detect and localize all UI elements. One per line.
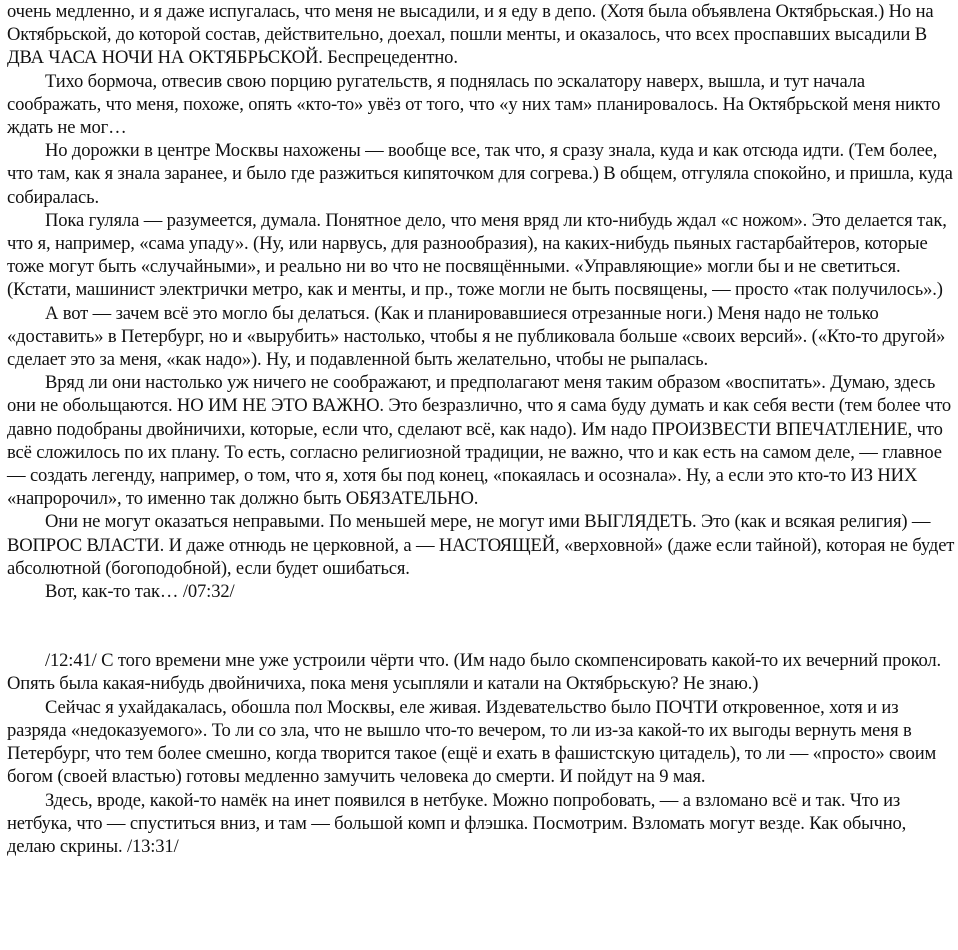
blank-line-separator xyxy=(7,603,957,649)
paragraph-timestamp-start: /12:41/ С того времени мне уже устроили чёрти что. (Им надо было скомпенсировать какой-то их вечерний прокол. Опять была какая-нибудь двойничиха, пока меня усыпляли и катали на Октябрьскую? Не знаю.) xyxy=(7,650,942,695)
paragraph: Вряд ли они настолько уж ничего не соображают, и предполагают меня таким образом «воспитать». Думаю, здесь они не обольщаются. НО ИМ НЕ ЭТО ВАЖНО. Это безразлично, что я сама буду думать и как себя вести (тем более что давно подобраны двойничихи, которые, если что, сделают всё, как надо). Им надо ПРОИЗВЕСТИ ВПЕЧАТЛЕНИЕ, что всё сложилось по их плану. То есть, согласно религиозной традиции, не важно, что и как есть на самом деле, — главное — создать легенду, например, о том, что я, хотя бы под конец, «покаялась и осознала». Ну, а если это кто-то ИЗ НИХ «напророчил», то именно так должно быть ОБЯЗАТЕЛЬНО. xyxy=(7,372,952,510)
paragraph: Но дорожки в центре Москвы нахожены — вообще все, так что, я сразу знала, куда и как отсюда идти. (Тем более, что там, как я знала заранее, и было где разжиться кипяточком для согрева.) В общем, отгуляла спокойно, и пришла, куда собиралась. xyxy=(7,140,953,208)
paragraph: Они не могут оказаться неправыми. По меньшей мере, не могут ими ВЫГЛЯДЕТЬ. Это (как и всякая религия) — ВОПРОС ВЛАСТИ. И даже отнюдь не церковной, а — НАСТОЯЩЕЙ, «верховной» (даже если тайной), которая не будет абсолютной (богоподобной), если будет ошибаться. xyxy=(7,511,955,579)
paragraph: Сейчас я ухайдакалась, обошла пол Москвы, еле живая. Издевательство было ПОЧТИ откровенное, хотя и из разряда «недоказуемого». То ли со зла, что не вышло что-то вечером, то ли из-за какой-то их выгоды вернуть меня в Петербург, что тем более смешно, когда творится такое (ещё и ехать в фашистскую цитадель), то ли — «просто» своим богом (своей властью) готовы медленно замучить человека до смерти. И пойдут на 9 мая. xyxy=(7,696,937,788)
paragraph-timestamp-end: Вот, как-то так… /07:32/ xyxy=(45,581,235,603)
paragraph-continuation: очень медленно, и я даже испугалась, что меня не высадили, и я еду в депо. (Хотя была объявлена Октябрьская.) Но на Октябрьской, до которой состав, действительно, доехал, пошли менты, и оказалось, что всех проспавших высадили В ДВА ЧАСА НОЧИ НА ОКТЯБРЬСКОЙ. Беспрецедентно. xyxy=(7,1,934,69)
paragraph: А вот — зачем всё это могло бы делаться. (Как и планировавшиеся отрезанные ноги.) Меня надо не только «доставить» в Петербург, но и «вырубить» настолько, чтобы я не публиковала больше «своих версий». («Кто-то другой» сделает это за меня, «как надо»). Ну, и подавленной быть желательно, чтобы не рыпалась. xyxy=(7,302,946,371)
paragraph: Тихо бормоча, отвесив свою порцию ругательств, я поднялась по эскалатору наверх, вышла, и тут начала соображать, что меня, похоже, опять «кто-то» увёз от того, что «у них там» планировалось. На Октябрьской меня никто ждать не мог… xyxy=(7,70,941,139)
document-body xyxy=(7,0,957,858)
paragraph: Пока гуляла — разумеется, думала. Понятное дело, что меня вряд ли кто-нибудь ждал «с ножом». Это делается так, что я, например, «сама упаду». (Ну, или нарвусь, для разнообразия), на каких-нибудь пьяных гастарбайтеров, которые тоже могут быть «случайными», и реально ни во что не посвящёнными. «Управляющие» могли бы и не светиться. (Кстати, машинист электрички метро, как и менты, и пр., тоже могли не быть посвящены, — просто «так получилось».) xyxy=(7,209,947,301)
paragraph-timestamp-end: Здесь, вроде, какой-то намёк на инет появился в нетбуке. Можно попробовать, — а взломано всё и так. Что из нетбука, что — спуститься вниз, и там — большой комп и флэшка. Посмотрим. Взломать могут везде. Как обычно, делаю скрины. /13:31/ xyxy=(7,789,907,857)
